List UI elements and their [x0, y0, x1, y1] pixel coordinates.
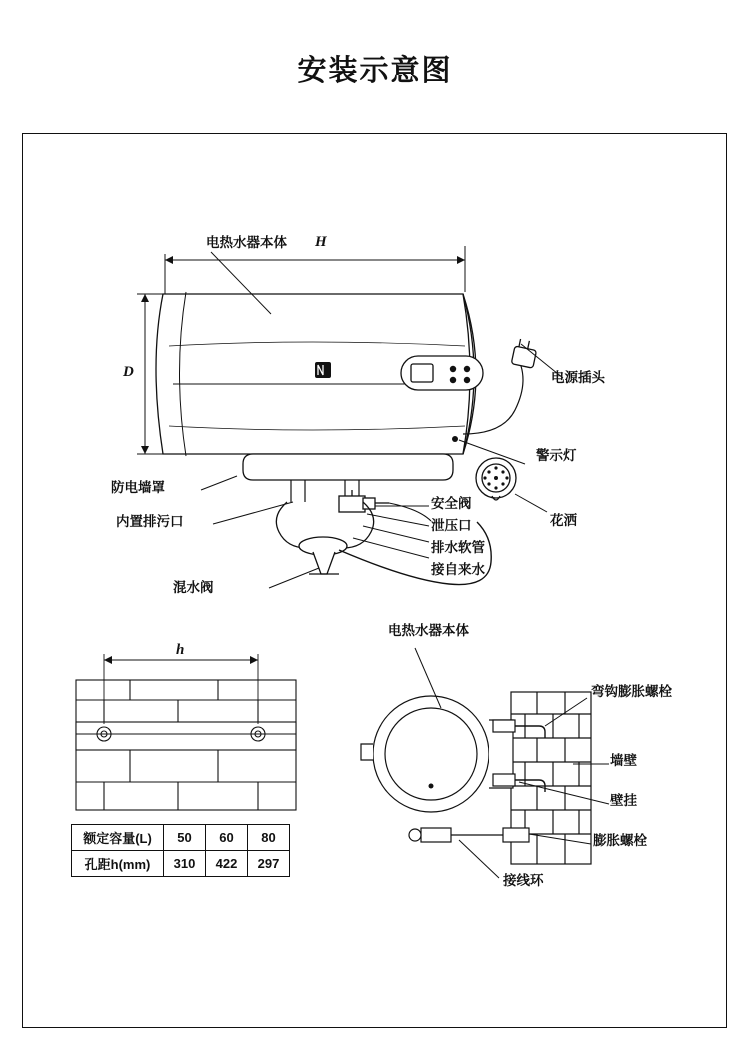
- label-water-inlet: 接自来水: [431, 562, 485, 577]
- wall-mount-illustration: [323, 634, 713, 894]
- capacity-80: 80: [248, 825, 290, 851]
- diagram-stage: [23, 134, 728, 1029]
- label-anti-electric-wall-cover: 防电墙罩: [111, 480, 165, 495]
- label-warning-light: 警示灯: [536, 448, 577, 463]
- dimension-hole-spacing: h: [176, 642, 185, 658]
- label-shower: 花洒: [550, 513, 577, 528]
- capacity-60: 60: [206, 825, 248, 851]
- label-pressure-relief: 泄压口: [431, 518, 472, 533]
- label-wall: 墙壁: [610, 753, 637, 768]
- label-expansion-bolt: 膨胀螺栓: [593, 833, 647, 848]
- hole-spacing-80: 297: [248, 851, 290, 877]
- label-power-plug: 电源插头: [551, 370, 605, 385]
- hole-spacing-60: 422: [206, 851, 248, 877]
- label-built-in-drain: 内置排污口: [116, 514, 184, 529]
- table-row: [72, 825, 290, 851]
- label-heater-body: 电热水器本体: [206, 235, 287, 250]
- label-hook-expansion-bolt: 弯钩膨胀螺栓: [591, 684, 672, 699]
- page-title: 安装示意图: [297, 55, 453, 87]
- spec-table: [71, 824, 290, 877]
- table-row: [72, 851, 290, 877]
- label-safety-valve: 安全阀: [431, 496, 472, 511]
- label-drain-hose: 排水软管: [431, 540, 485, 555]
- dimension-h: H: [315, 234, 327, 250]
- dimension-d: D: [123, 364, 134, 380]
- hole-spacing-50: 310: [164, 851, 206, 877]
- label-wall-mount: 壁挂: [610, 793, 637, 808]
- label-mixing-valve: 混水阀: [173, 580, 214, 595]
- row-header-capacity: 额定容量(L): [72, 825, 164, 851]
- row-header-hole-spacing: 孔距h(mm): [72, 851, 164, 877]
- label-wiring-ring: 接线环: [503, 873, 544, 888]
- label-wallmount-body: 电热水器本体: [388, 623, 469, 638]
- diagram-frame: [22, 133, 727, 1028]
- capacity-50: 50: [164, 825, 206, 851]
